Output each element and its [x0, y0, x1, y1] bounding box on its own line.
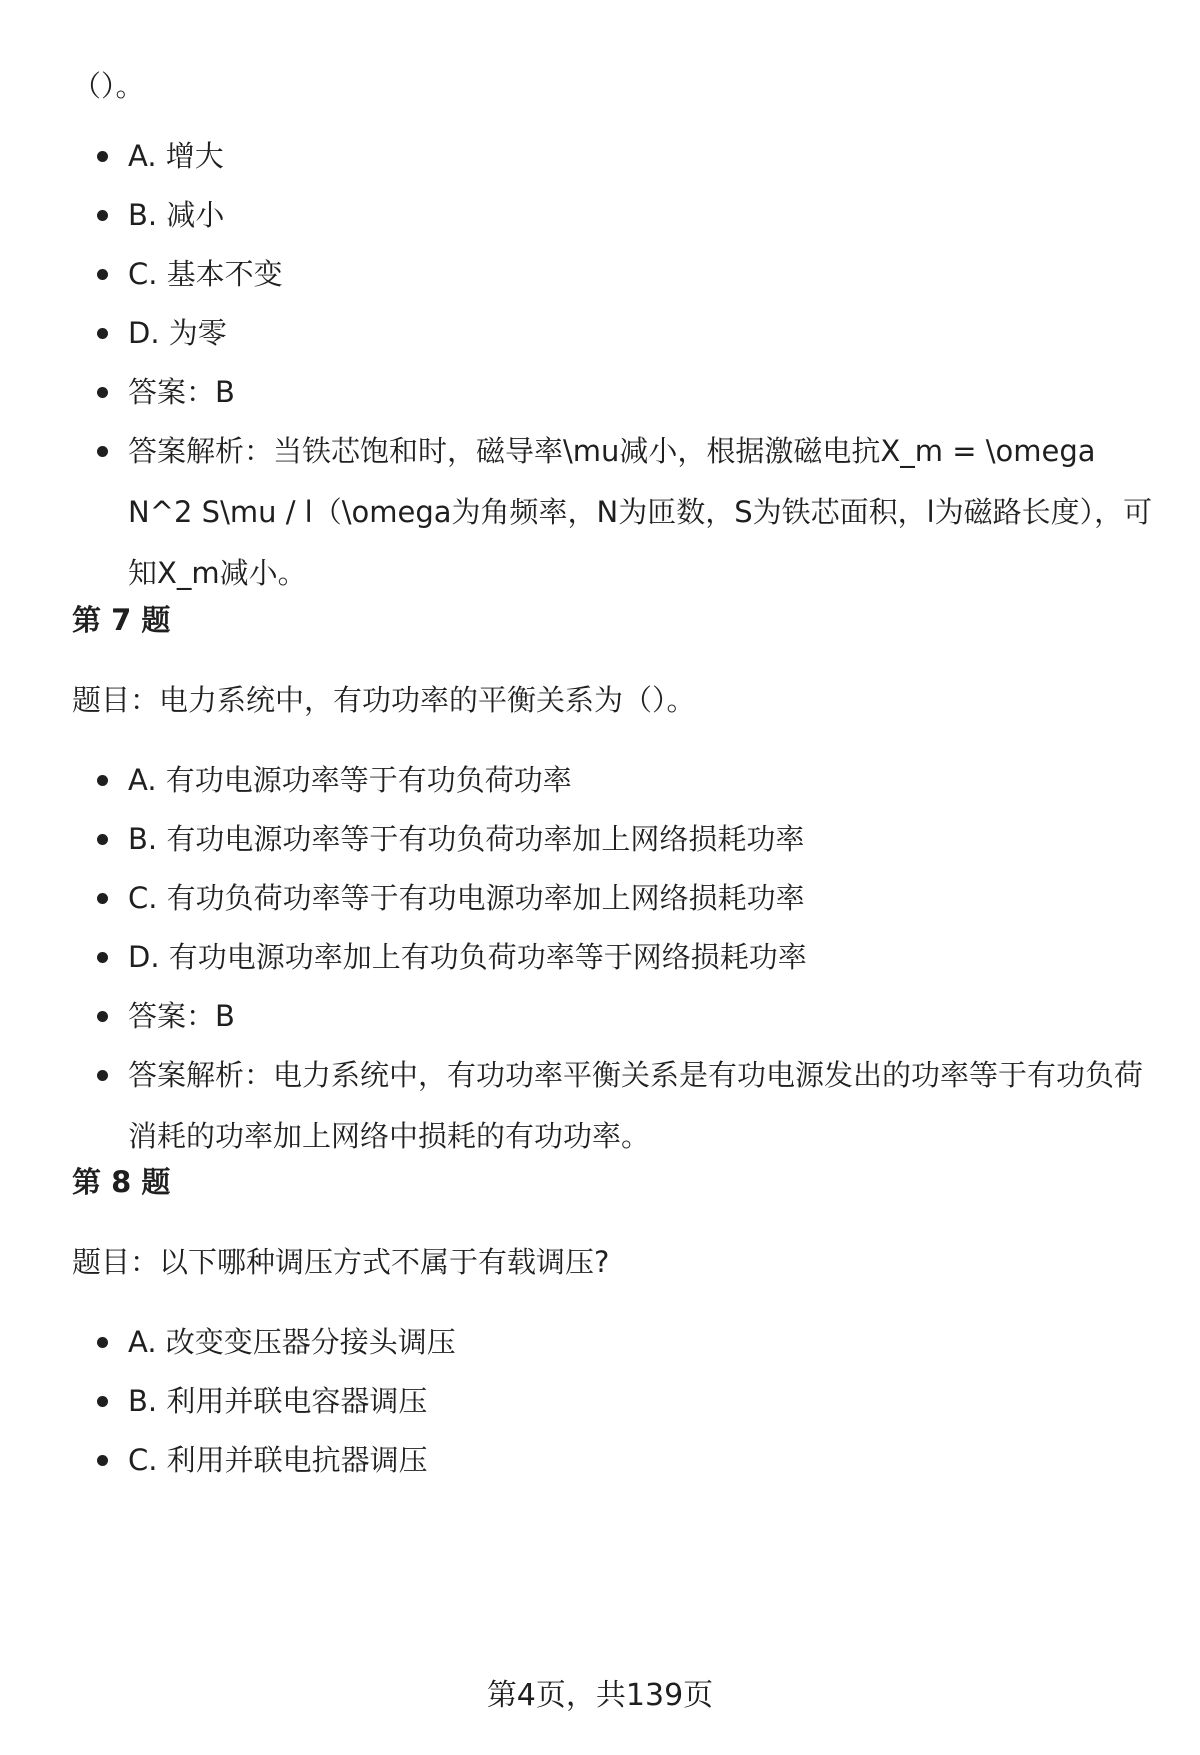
question-7-prompt: 题目：电力系统中，有功功率的平衡关系为（）。 — [72, 683, 696, 717]
question-7-options — [72, 760, 1162, 1186]
question-7-option-d: D. 有功电源功率加上有功负荷功率等于网络损耗功率 — [72, 937, 1162, 977]
question-6-option-c: C. 基本不变 — [72, 254, 1162, 294]
question-8-options — [72, 1322, 1162, 1499]
question-8-heading: 第 8 题 — [72, 1165, 171, 1199]
page-footer: 第4页，共139页 — [486, 1678, 714, 1713]
question-7-explanation: 答案解析：电力系统中，有功功率平衡关系是有功电源发出的功率等于有功负荷消耗的功率加上网络中损耗的有功功率。 — [72, 1045, 1162, 1167]
question-6-answer: 答案：B — [72, 372, 1162, 412]
question-6-options — [72, 136, 1162, 623]
question-6-option-d: D. 为零 — [72, 313, 1162, 353]
question-7-answer: 答案：B — [72, 996, 1162, 1036]
question-8-prompt: 题目：以下哪种调压方式不属于有载调压? — [72, 1245, 610, 1279]
question-8-option-a: A. 改变变压器分接头调压 — [72, 1322, 1162, 1362]
question-7-heading: 第 7 题 — [72, 603, 171, 637]
question-6-option-b: B. 减小 — [72, 195, 1162, 235]
question-6-prompt-tail: （）。 — [72, 69, 145, 103]
question-7-option-a: A. 有功电源功率等于有功负荷功率 — [72, 760, 1162, 800]
question-8-option-c: C. 利用并联电抗器调压 — [72, 1440, 1162, 1480]
question-7-option-b: B. 有功电源功率等于有功负荷功率加上网络损耗功率 — [72, 819, 1162, 859]
question-6-option-a: A. 增大 — [72, 136, 1162, 176]
question-6-explanation: 答案解析：当铁芯饱和时，磁导率\mu减小，根据激磁电抗X_m = \omega N^2 S\mu / l（\omega为角频率，N为匝数，S为铁芯面积，l为磁路长度），可知X_m减小。 — [72, 421, 1162, 604]
question-7-option-c: C. 有功负荷功率等于有功电源功率加上网络损耗功率 — [72, 878, 1162, 918]
question-8-option-b: B. 利用并联电容器调压 — [72, 1381, 1162, 1421]
